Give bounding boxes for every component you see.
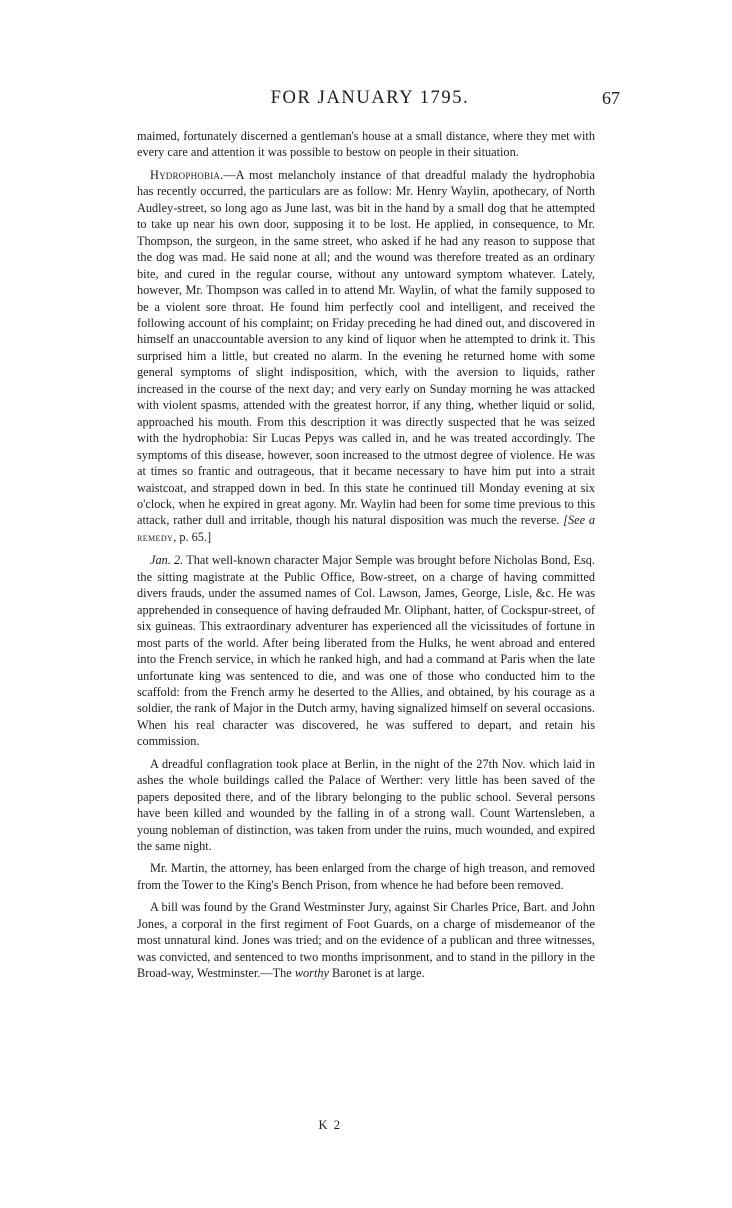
paragraph-mr-martin [137,860,595,893]
running-title: FOR JANUARY 1795. [270,88,470,108]
section-lead-hydrophobia: Hydrophobia. [150,167,224,182]
note-open: [See a [563,513,595,528]
emphasis-worthy: worthy [294,966,329,981]
paragraph-berlin-fire [137,756,595,855]
paragraph-text: —A most melancholy instance of that dreadful malady the hydrophobia has recently occurred, the particulars are as follow: Mr. Henry Waylin, apothecary, of North Audley-street, so long ago as June last, was bit in the hand by a small dog that he attempted to take up near his own door, supposing it to be lost. He applied, in consequence, to Mr. Thompson, the surgeon, in the same street, who asked if he had any reason to suppose that the dog was mad. He said none at all; and the wound was therefore treated as an ordinary bite, and cured in the regular course, without any untoward symptom whatever. Lately, however, Mr. Thompson was called in to attend Mr. Waylin, of what the family supposed to be a violent sore throat. He found him perfectly cool and intelligent, and received the following account of his complaint; on Friday preceding he had dined out, and discovered in himself an unaccountable aversion to any kind of liquor when he attempted to drink it. This surprised him a little, but created no alarm. In the evening he returned home with some general symptoms of slight indisposition, which, with the aversion to liquids, rather increased in the course of the next day; and very early on Sunday morning he was attacked with violent spasms, attended with the greatest horror, if any thing, whether liquid or solid, approached his mouth. From this description it was directly suspected that he was seized with the hydrophobia: Sir Lucas Pepys was called in, and he was treated accordingly. The symptoms of this disease, however, soon increased to the utmost degree of violence. He was at times so frantic and outrageous, that it became necessary to have him put into a strait waistcoat, and strapped down in bed. In this state he continued till Monday evening at six o'clock, when he expired in great agony. Mr. Waylin had been for some time previous to this attack, rather dull and irritable, though his natural disposition was much the reverse. [137,167,595,528]
page-header [140,88,620,116]
signature-mark: K 2 [318,1118,342,1132]
date-lead: Jan. 2. [150,553,184,568]
article-body [137,128,595,988]
paragraph-major-semple [137,552,595,749]
paragraph-text: A dreadful conflagration took place at Berlin, in the night of the 27th Nov. which laid in ashes the whole buildings called the Palace of Werther: very little has been saved of the papers deposited there, and of the library belonging to the public school. Several persons have been killed and wounded by the falling in of a strong wall. Count Wartensleben, a young nobleman of distinction, was taken from under the ruins, much wounded, and expired the same night. [137,756,595,854]
note-caps: remedy [137,531,174,544]
paragraph-text: Mr. Martin, the attorney, has been enlarged from the charge of high treason, and removed from the Tower to the King's Bench Prison, from whence he had before been removed. [137,861,595,892]
note-close: , p. 65.] [173,529,212,544]
paragraph-text: A bill was found by the Grand Westminster Jury, against Sir Charles Price, Bart. and John Jones, a corporal in the first regiment of Foot Guards, on a charge of misdemeanor of the most unnatural kind. Jones was tried; and on the evidence of a publican and three witnesses, was convicted, and sentenced to two months imprisonment, and to stand in the pillory in the Broad-way, Westminster.—The [137,900,595,981]
paragraph-hydrophobia [137,167,595,546]
paragraph-continued [137,128,595,161]
paragraph-westminster-jury [137,899,595,981]
page-number: 67 [602,88,620,108]
paragraph-text-end: Baronet is at large. [328,966,425,981]
paragraph-text: That well-known character Major Semple was brought before Nicholas Bond, Esq. the sitting magistrate at the Public Office, Bow-street, on a charge of having committed divers frauds, under the assumed names of Col. Lawson, James, George, Lisle, &c. He was apprehended in consequence of having defrauded Mr. Oliphant, hatter, of Cockspur-street, of six guineas. This extraordinary adventurer has experienced all the vicissitudes of fortune in most parts of the world. After being liberated from the Hulks, he went abroad and entered into the French service, in which he ranked high, and had a command at Paris when the late unfortunate king was sentenced to die, and was one of those who conducted him to the scaffold: from the French army he deserted to the Allies, and obtained, by his courage as a soldier, the rank of Major in the Dutch army, having signalized himself on several occasions. When his real character was discovered, he was suffered to depart, and retain his commission. [137,553,595,749]
paragraph-text: maimed, fortunately discerned a gentleman's house at a small distance, where they met with every care and attention it was possible to bestow on people in their situation. [137,129,595,160]
